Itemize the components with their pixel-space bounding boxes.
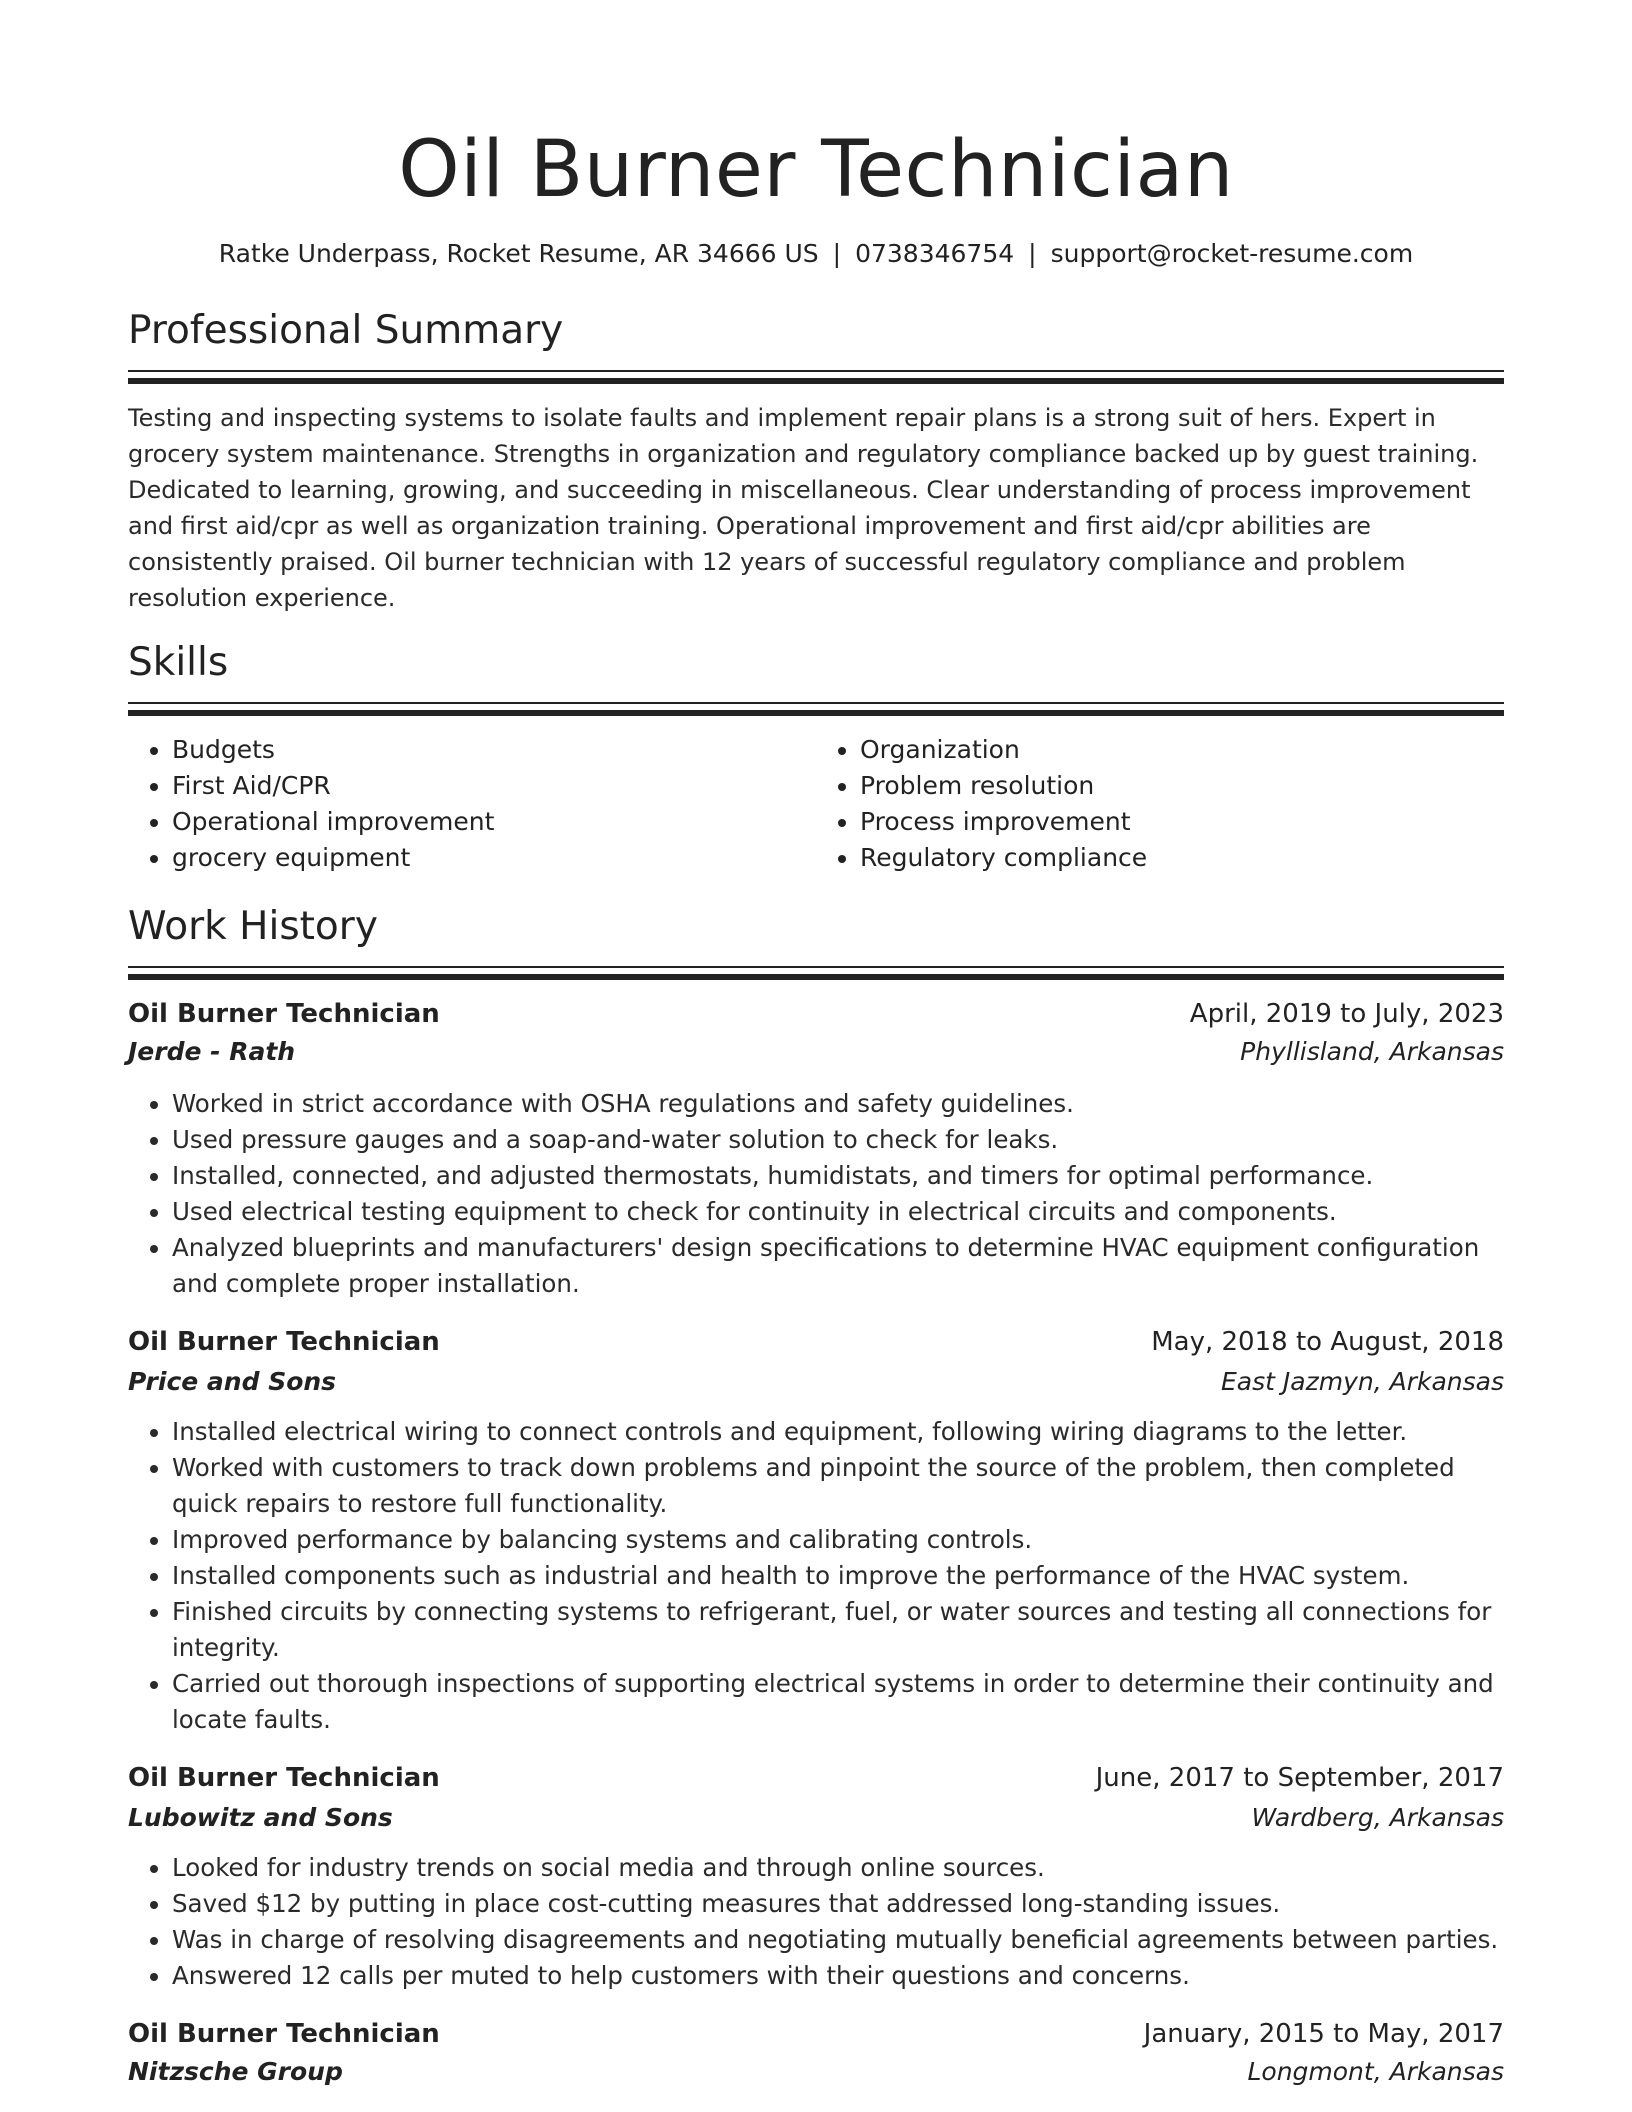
resume-title: Oil Burner Technician — [398, 125, 1234, 215]
skills-list — [128, 732, 1504, 876]
skill-item: • First Aid/CPR — [172, 768, 816, 804]
job-bullets — [128, 1086, 1504, 1302]
contact-separator: | — [832, 239, 842, 268]
job-location: Wardberg, Arkansas — [1251, 1803, 1504, 1832]
skill-item: • grocery equipment — [172, 840, 816, 876]
summary-text: Testing and inspecting systems to isolate faults and implement repair plans is a strong suit of hers. Expert in grocery system maintenance. Strengths in organization and regulatory compliance backed up by guest training. Dedicated to learning, growing, and succeeding in miscellaneous. Clear understanding of process improvement and first aid/cpr as well as organization training. Operational improvement and first aid/cpr abilities are consistently praised. Oil burner technician with 12 years of successful regulatory compliance and problem resolution experience. — [128, 404, 1479, 612]
job-subheader — [128, 2054, 1504, 2090]
job-bullet: • Carried out thorough inspections of supporting electrical systems in order to determine their continuity and locate faults. — [172, 1666, 1504, 1738]
job-entry — [128, 996, 1504, 1302]
job-subheader — [128, 1364, 1504, 1400]
job-entry — [128, 1760, 1504, 1994]
job-bullets — [128, 1414, 1504, 1738]
contact-separator: | — [1028, 239, 1037, 268]
skill-item: • Regulatory compliance — [860, 840, 1504, 876]
skills-column-left — [128, 732, 816, 876]
section-divider — [128, 702, 1504, 716]
section-divider — [128, 966, 1504, 980]
job-bullet: • Used electrical testing equipment to check for continuity in electrical circuits and components. — [172, 1194, 1504, 1230]
contact-phone: 0738346754 — [855, 239, 1015, 268]
job-dates: April, 2019 to July, 2023 — [1189, 999, 1504, 1029]
job-dates: June, 2017 to September, 2017 — [1095, 1763, 1504, 1793]
contact-address: Ratke Underpass, Rocket Resume, AR 34666 US — [218, 239, 819, 268]
summary-heading: Professional Summary — [128, 308, 564, 353]
skill-item: • Operational improvement — [172, 804, 816, 840]
job-bullet: • Analyzed blueprints and manufacturers' design specifications to determine HVAC equipment configuration and complete proper installation. — [172, 1230, 1504, 1302]
job-bullet: • Saved $12 by putting in place cost-cutting measures that addressed long-standing issues. — [172, 1886, 1504, 1922]
job-header — [128, 2016, 1504, 2052]
job-dates: May, 2018 to August, 2018 — [1151, 1327, 1504, 1357]
job-title: Oil Burner Technician — [128, 2019, 440, 2049]
summary-section — [128, 306, 1504, 616]
job-title: Oil Burner Technician — [128, 999, 440, 1029]
skill-item: • Problem resolution — [860, 768, 1504, 804]
job-title: Oil Burner Technician — [128, 1763, 440, 1793]
job-bullet: • Worked with customers to track down problems and pinpoint the source of the problem, then completed quick repairs to restore full functionality. — [172, 1450, 1504, 1522]
skill-item: • Budgets — [172, 732, 816, 768]
contact-line — [128, 236, 1504, 272]
job-location: Longmont, Arkansas — [1247, 2057, 1504, 2086]
contact-email[interactable]: support@rocket-resume.com — [1050, 239, 1414, 268]
skills-column-right — [816, 732, 1504, 876]
job-bullet: • Used pressure gauges and a soap-and-water solution to check for leaks. — [172, 1122, 1504, 1158]
job-bullet: • Finished circuits by connecting systems to refrigerant, fuel, or water sources and testing all connections for integrity. — [172, 1594, 1504, 1666]
job-subheader — [128, 1800, 1504, 1836]
job-bullet: • Looked for industry trends on social media and through online sources. — [172, 1850, 1504, 1886]
job-subheader — [128, 1034, 1504, 1070]
job-dates: January, 2015 to May, 2017 — [1143, 2019, 1504, 2049]
resume-page — [128, 0, 1504, 2090]
job-entry — [128, 2016, 1504, 2090]
job-bullet: • Improved performance by balancing systems and calibrating controls. — [172, 1522, 1504, 1558]
skills-section — [128, 638, 1504, 876]
job-bullet: • Answered 12 calls per muted to help customers with their questions and concerns. — [172, 1958, 1504, 1994]
section-divider — [128, 370, 1504, 384]
job-company: Lubowitz and Sons — [128, 1803, 393, 1832]
job-bullet: • Worked in strict accordance with OSHA regulations and safety guidelines. — [172, 1086, 1504, 1122]
job-header — [128, 1760, 1504, 1796]
job-company: Nitzsche Group — [128, 2057, 343, 2086]
job-header — [128, 996, 1504, 1032]
job-bullet: • Installed, connected, and adjusted thermostats, humidistats, and timers for optimal performance. — [172, 1158, 1504, 1194]
work-history-section — [128, 902, 1504, 2090]
job-company: Jerde - Rath — [128, 1037, 296, 1066]
job-title: Oil Burner Technician — [128, 1327, 440, 1357]
job-bullet: • Installed components such as industrial and health to improve the performance of the HVAC system. — [172, 1558, 1504, 1594]
skills-heading: Skills — [128, 640, 229, 685]
job-bullets — [128, 1850, 1504, 1994]
job-header — [128, 1324, 1504, 1360]
job-bullet: • Installed electrical wiring to connect controls and equipment, following wiring diagrams to the letter. — [172, 1414, 1504, 1450]
job-entry — [128, 1324, 1504, 1738]
skill-item: • Organization — [860, 732, 1504, 768]
job-location: East Jazmyn, Arkansas — [1221, 1367, 1504, 1396]
job-location: Phyllisland, Arkansas — [1240, 1037, 1504, 1066]
job-company: Price and Sons — [128, 1367, 337, 1396]
work-history-heading: Work History — [128, 904, 378, 949]
skill-item: • Process improvement — [860, 804, 1504, 840]
job-bullet: • Was in charge of resolving disagreements and negotiating mutually beneficial agreements between parties. — [172, 1922, 1504, 1958]
